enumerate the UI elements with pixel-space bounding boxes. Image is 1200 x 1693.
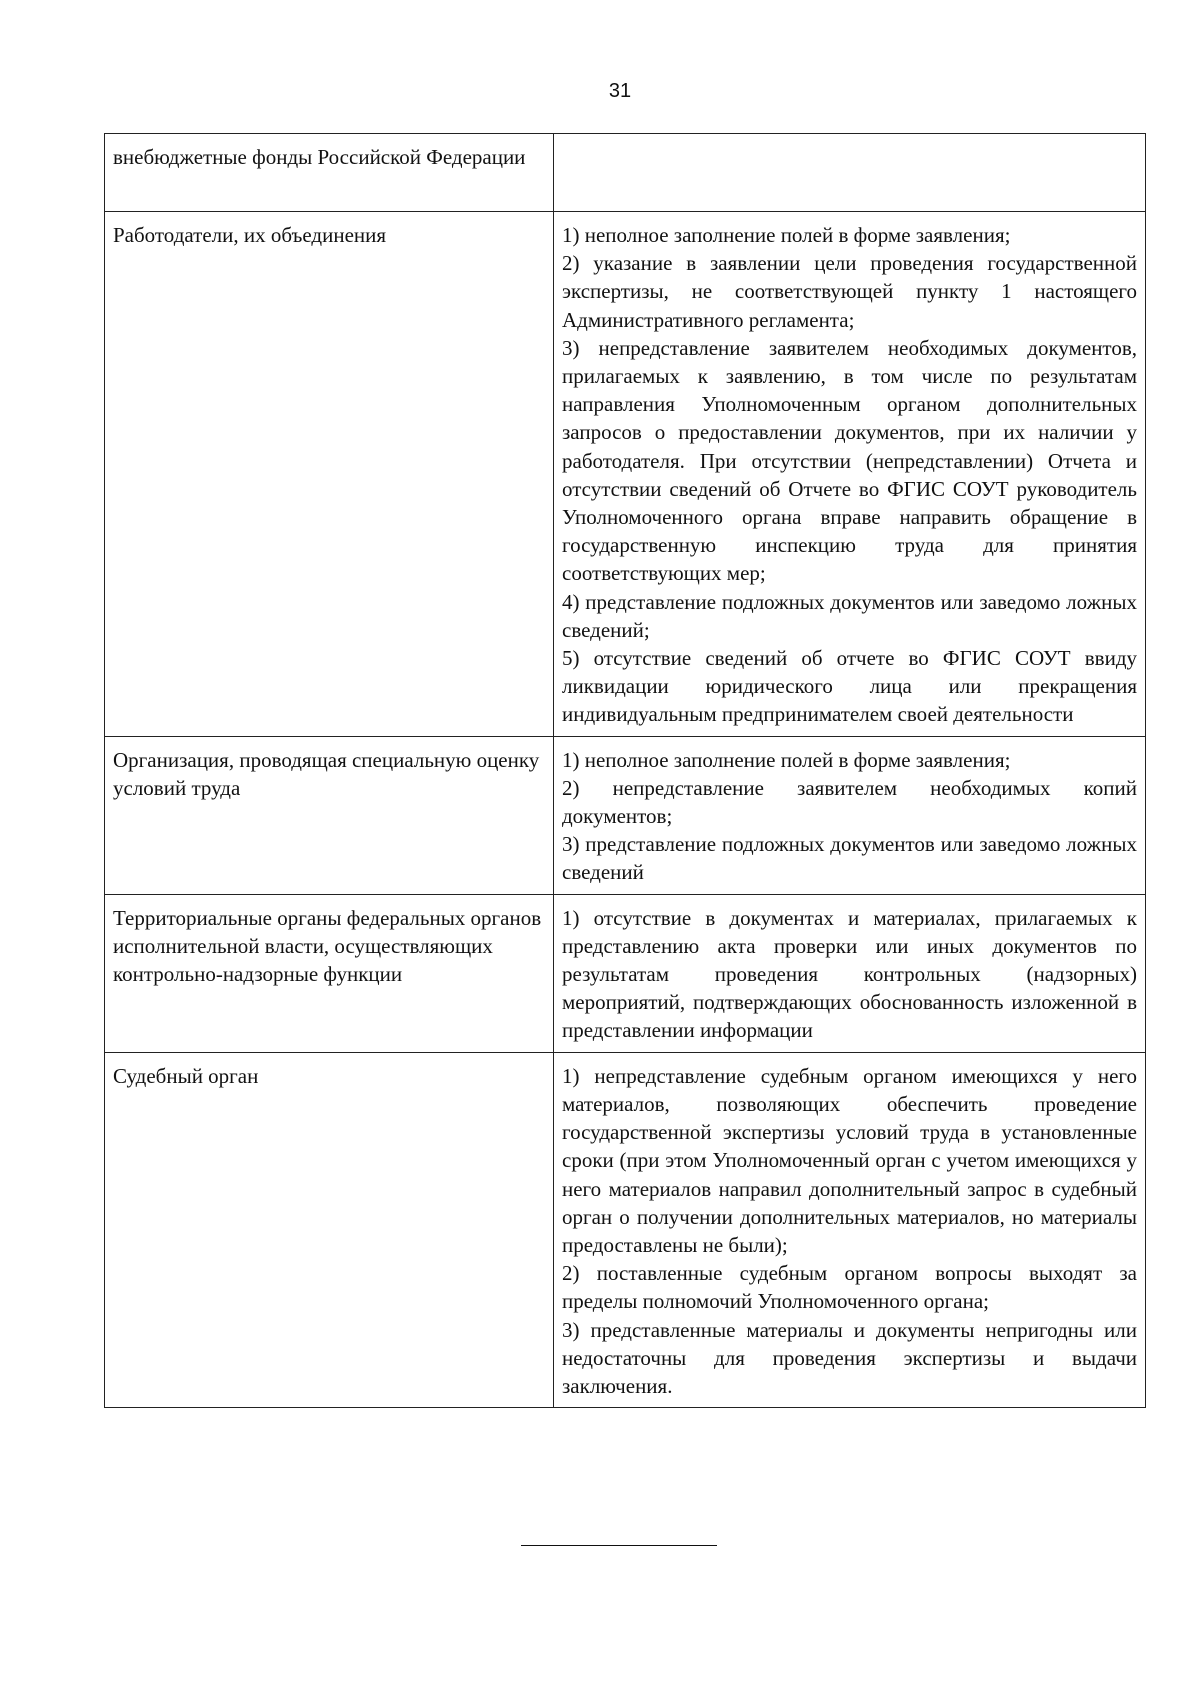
document-table [104,133,1146,1408]
ground-item: 2) указание в заявлении цели проведения государственной экспертизы, не соответствующей пункту 1 настоящего Административного регламента; [562,251,1137,332]
applicant-cell: Организация, проводящая специальную оценку условий труда [105,736,554,894]
ground-item: 2) поставленные судебным органом вопросы выходят за пределы полномочий Уполномоченного органа; [562,1261,1137,1314]
applicant-cell: Работодатели, их объединения [105,212,554,737]
ground-item: 1) отсутствие в документах и материалах, прилагаемых к представлению акта проверки или иных документов по результатам проведения контрольных (надзорных) мероприятий, подтверждающих обоснованность изложенной в представлении информации [562,905,1137,1043]
applicant-cell: Судебный орган [105,1052,554,1407]
table-row [105,1052,1146,1407]
ground-item: 3) представленные материалы и документы непригодны или недостаточны для проведения экспертизы и выдачи заключения. [562,1317,1137,1398]
ground-item: 4) представление подложных документов или заведомо ложных сведений; [562,589,1137,642]
ground-item: 2) непредставление заявителем необходимых копий документов; [562,775,1137,829]
applicant-cell: внебюджетные фонды Российской Федерации [105,134,554,212]
ground-item: 5) отсутствие сведений об отчете во ФГИС СОУТ ввиду ликвидации юридического лица или прекращения индивидуальным предпринимателем своей деятельности [562,646,1137,727]
page-number: 31 [608,80,632,102]
end-divider-line [521,1545,717,1546]
ground-item: 3) непредставление заявителем необходимых документов, прилагаемых к заявлению, в том числе по результатам направления Уполномоченным органом дополнительных запросов о предоставлении документов, при их наличии у работодателя. При отсутствии (непредставлении) Отчета и отсутствии сведений об Отчете во ФГИС СОУТ руководитель Уполномоченного органа вправе направить обращение в государственную инспекцию труда для принятия соответствующих мер; [562,335,1137,586]
grounds-cell [554,1052,1146,1407]
applicant-cell: Территориальные органы федеральных органов исполнительной власти, осуществляющих контрольно-надзорные функции [105,894,554,1052]
grounds-cell [554,212,1146,737]
ground-item: 3) представление подложных документов или заведомо ложных сведений [562,832,1137,885]
table-row [105,736,1146,894]
table-row [105,212,1146,737]
ground-item: 1) неполное заполнение полей в форме заявления; [562,223,1011,247]
ground-item: 1) непредставление судебным органом имеющихся у него материалов, позволяющих обеспечить проведение государственной экспертизы условий труда в установленные сроки (при этом Уполномоченный орган с учетом имеющихся у него материалов направил дополнительный запрос в судебный орган о получении дополнительных материалов, но материалы предоставлены не были); [562,1063,1137,1257]
grounds-cell [554,736,1146,894]
ground-item: 1) неполное заполнение полей в форме заявления; [562,747,1011,772]
grounds-cell [554,134,1146,212]
grounds-cell [554,894,1146,1052]
table-row [105,894,1146,1052]
table-row [105,134,1146,212]
